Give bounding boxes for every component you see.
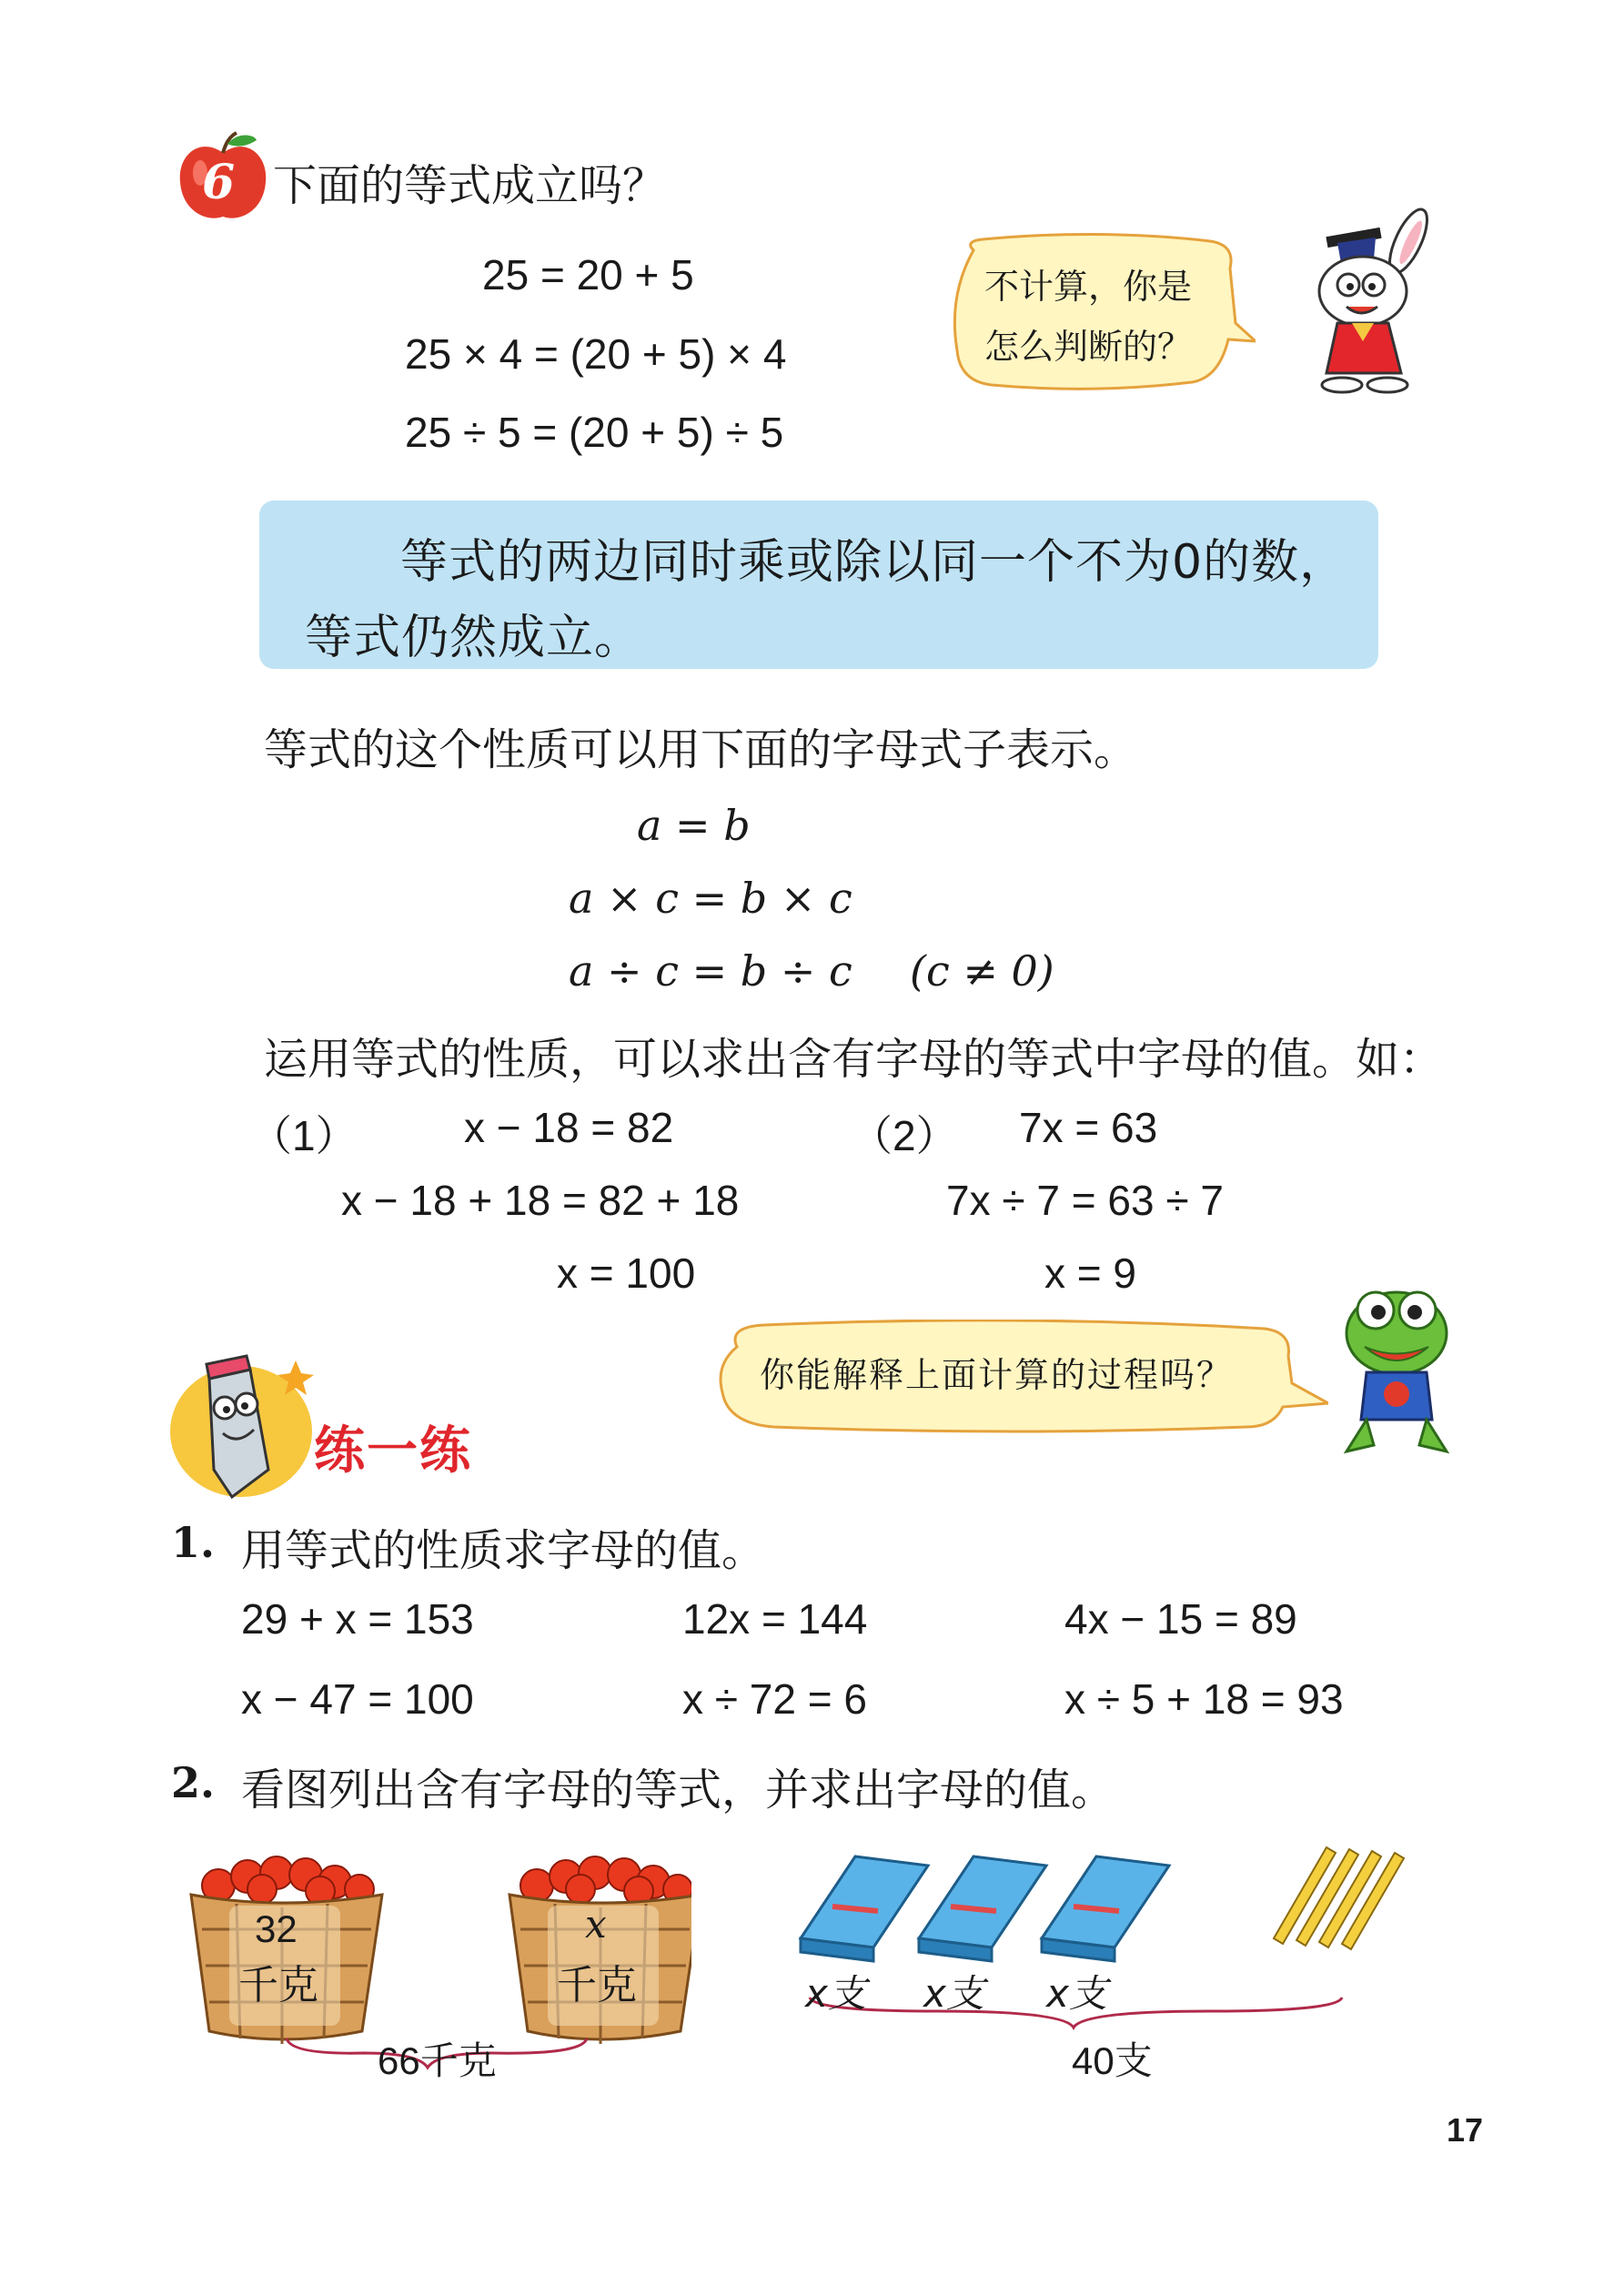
- rabbit-character-icon: [1301, 205, 1447, 396]
- basket-2-weight: x: [585, 1902, 607, 1947]
- basket-2: [509, 1856, 691, 2044]
- question-1-number: 1.: [171, 1518, 216, 1567]
- pencil-box-1: [801, 1856, 928, 1961]
- practice-problem-6: x ÷ 5 + 18 = 93: [1064, 1675, 1344, 1723]
- equation-1: 25 = 20 + 5: [482, 251, 694, 298]
- rabbit-bubble-line1: 不计算，你是: [984, 267, 1193, 307]
- solution-1-step-2: x − 18 + 18 = 82 + 18: [341, 1177, 740, 1224]
- practice-problem-1: 29 + x = 153: [241, 1595, 474, 1643]
- rabbit-bubble-line2: 怎么判断的？: [984, 327, 1193, 367]
- frog-character-icon: [1337, 1283, 1456, 1461]
- practice-title: 练一练: [314, 1421, 472, 1481]
- rabbit-bubble-text: [984, 257, 1239, 377]
- question-2-number: 2.: [171, 1758, 216, 1807]
- rule-line-1: 等式的两边同时乘或除以同一个不为0的数，: [400, 535, 1348, 590]
- solution-2-step-3: x = 9: [1044, 1249, 1137, 1297]
- equation-2: 25 × 4 = (20 + 5) × 4: [405, 330, 787, 378]
- pencil-total: 40支: [1072, 2039, 1153, 2082]
- solution-1-step-3: x = 100: [557, 1249, 696, 1297]
- basket-1-unit: 千克: [238, 1962, 318, 2008]
- practice-problem-4: x − 47 = 100: [241, 1675, 474, 1723]
- solution-1-label: （1）: [250, 1112, 358, 1159]
- formula-3: a ÷ c = b ÷ c: [569, 946, 852, 996]
- page-number: 17: [1447, 2111, 1484, 2149]
- pencil-box-2: [919, 1856, 1046, 1961]
- equation-3: 25 ÷ 5 = (20 + 5) ÷ 5: [405, 409, 784, 456]
- basket-1-weight: 32: [255, 1907, 298, 1950]
- practice-problem-2: 12x = 144: [682, 1595, 868, 1643]
- practice-problem-3: 4x − 15 = 89: [1064, 1595, 1297, 1643]
- question-2-text: 看图列出含有字母的等式，并求出字母的值。: [241, 1765, 1115, 1816]
- rule-line-2: 等式仍然成立。: [305, 611, 643, 665]
- frog-bubble-text: 你能解释上面计算的过程吗？: [760, 1355, 1234, 1395]
- pencil-box-3: [1042, 1856, 1169, 1961]
- pencil-mascot-icon: [168, 1351, 314, 1502]
- solution-2-step-2: 7x ÷ 7 = 63 ÷ 7: [946, 1177, 1224, 1224]
- solution-2-label: （2）: [851, 1112, 958, 1159]
- pencil-box-3-label: x支: [1046, 1971, 1107, 2016]
- practice-problem-5: x ÷ 72 = 6: [682, 1675, 867, 1723]
- pencils: [1274, 1847, 1404, 1949]
- basket-total: 66千克: [378, 2039, 497, 2082]
- formula-2: a × c = b × c: [569, 874, 852, 923]
- solution-1-step-1: x − 18 = 82: [464, 1104, 674, 1151]
- example-number: 6: [202, 155, 236, 210]
- usage-intro: 运用等式的性质，可以求出含有字母的等式中字母的值。如：: [264, 1034, 1444, 1085]
- solution-2-step-1: 7x = 63: [1019, 1104, 1158, 1151]
- example-title: 下面的等式成立吗？: [273, 160, 667, 211]
- pencil-box-2-label: x支: [923, 1971, 984, 2016]
- question-1-text: 用等式的性质求字母的值。: [241, 1525, 766, 1576]
- property-intro: 等式的这个性质可以用下面的字母式子表示。: [264, 724, 1138, 775]
- formula-1: a = b: [637, 801, 751, 850]
- formula-condition: (c ≠ 0): [910, 946, 1054, 996]
- pencil-box-1-label: x支: [805, 1971, 866, 2016]
- basket-2-unit: 千克: [557, 1962, 637, 2008]
